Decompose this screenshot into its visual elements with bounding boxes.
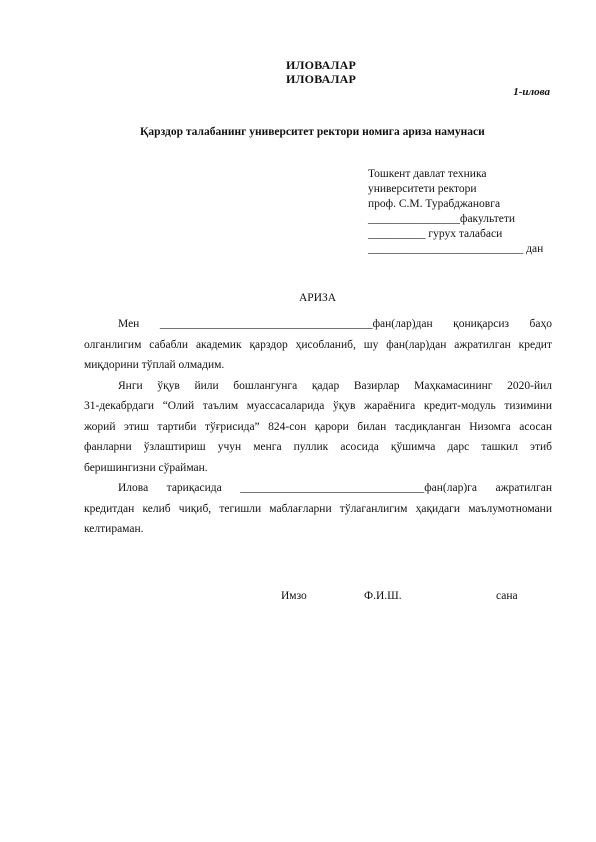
appendices-heading: ИЛОВАЛАР (286, 58, 357, 72)
addressee-line: Тошкент давлат техника (368, 168, 487, 180)
addressee-faculty-line: ________________факультети (368, 213, 516, 225)
word: тариқасида (166, 482, 222, 494)
word: ажратилган (495, 482, 552, 494)
body-line: жорий этиш тартиби тўғрисида” 824-сон қарори билан тасдиқланган Низомга асосан (84, 420, 552, 433)
addressee-from-line: ___________________________ дан (368, 243, 544, 255)
body-line: беришингизни сўрайман. (84, 461, 208, 474)
word: Илова (118, 482, 149, 494)
body-line: миқдорини тўплай олмадим. (84, 359, 225, 371)
body-line: келтираман. (84, 523, 144, 535)
appendices-heading-repeat: ИЛОВАЛАР (286, 72, 357, 86)
addressee-block (368, 167, 543, 257)
full-name-label: Ф.И.Ш. (364, 590, 402, 602)
addressee-group-line: __________ гурух талабаси (368, 228, 503, 240)
word: қониқарсиз (453, 318, 510, 330)
date-label: сана (496, 590, 518, 602)
blank-field: _____________________________________фан(лар)дан (159, 318, 433, 330)
word: баҳо (529, 318, 552, 330)
blank-field: ________________________________фан(лар)га (240, 482, 478, 494)
signature-label: Имзо (281, 590, 307, 602)
document-title: Қарздор талабанинг университет ректори номига ариза намунаси (140, 126, 485, 138)
word: Мен (118, 318, 140, 330)
annex-number: 1-илова (513, 86, 550, 98)
body-line: 31-декабрдаги “Олий таълим муассасаларида ўқув жараёнига кредит-модуль тизимини (84, 400, 552, 412)
addressee-line: проф. С.М. Турабджановга (368, 198, 501, 210)
body-line: фанларни ўзлаштириш учун менга пуллик асосида қўшимча дарс ташкил этиб (84, 441, 552, 453)
body-line (84, 478, 552, 499)
application-heading: АРИЗА (299, 292, 337, 304)
addressee-line: университети ректори (368, 183, 477, 195)
body-line: кредитдан келиб чиқиб, тегишли маблағларни тўлаганлигим ҳақидаги маълумотномани (84, 502, 552, 515)
body-line: Янги ўқув йили бошлангунга қадар Вазирлар Маҳкамасининг 2020-йил (118, 379, 552, 392)
body-line (84, 314, 552, 335)
application-body (84, 314, 552, 540)
body-line: олганлигим сабабли академик қарздор ҳисобланиб, шу фан(лар)дан ажратилган кредит (84, 338, 552, 351)
